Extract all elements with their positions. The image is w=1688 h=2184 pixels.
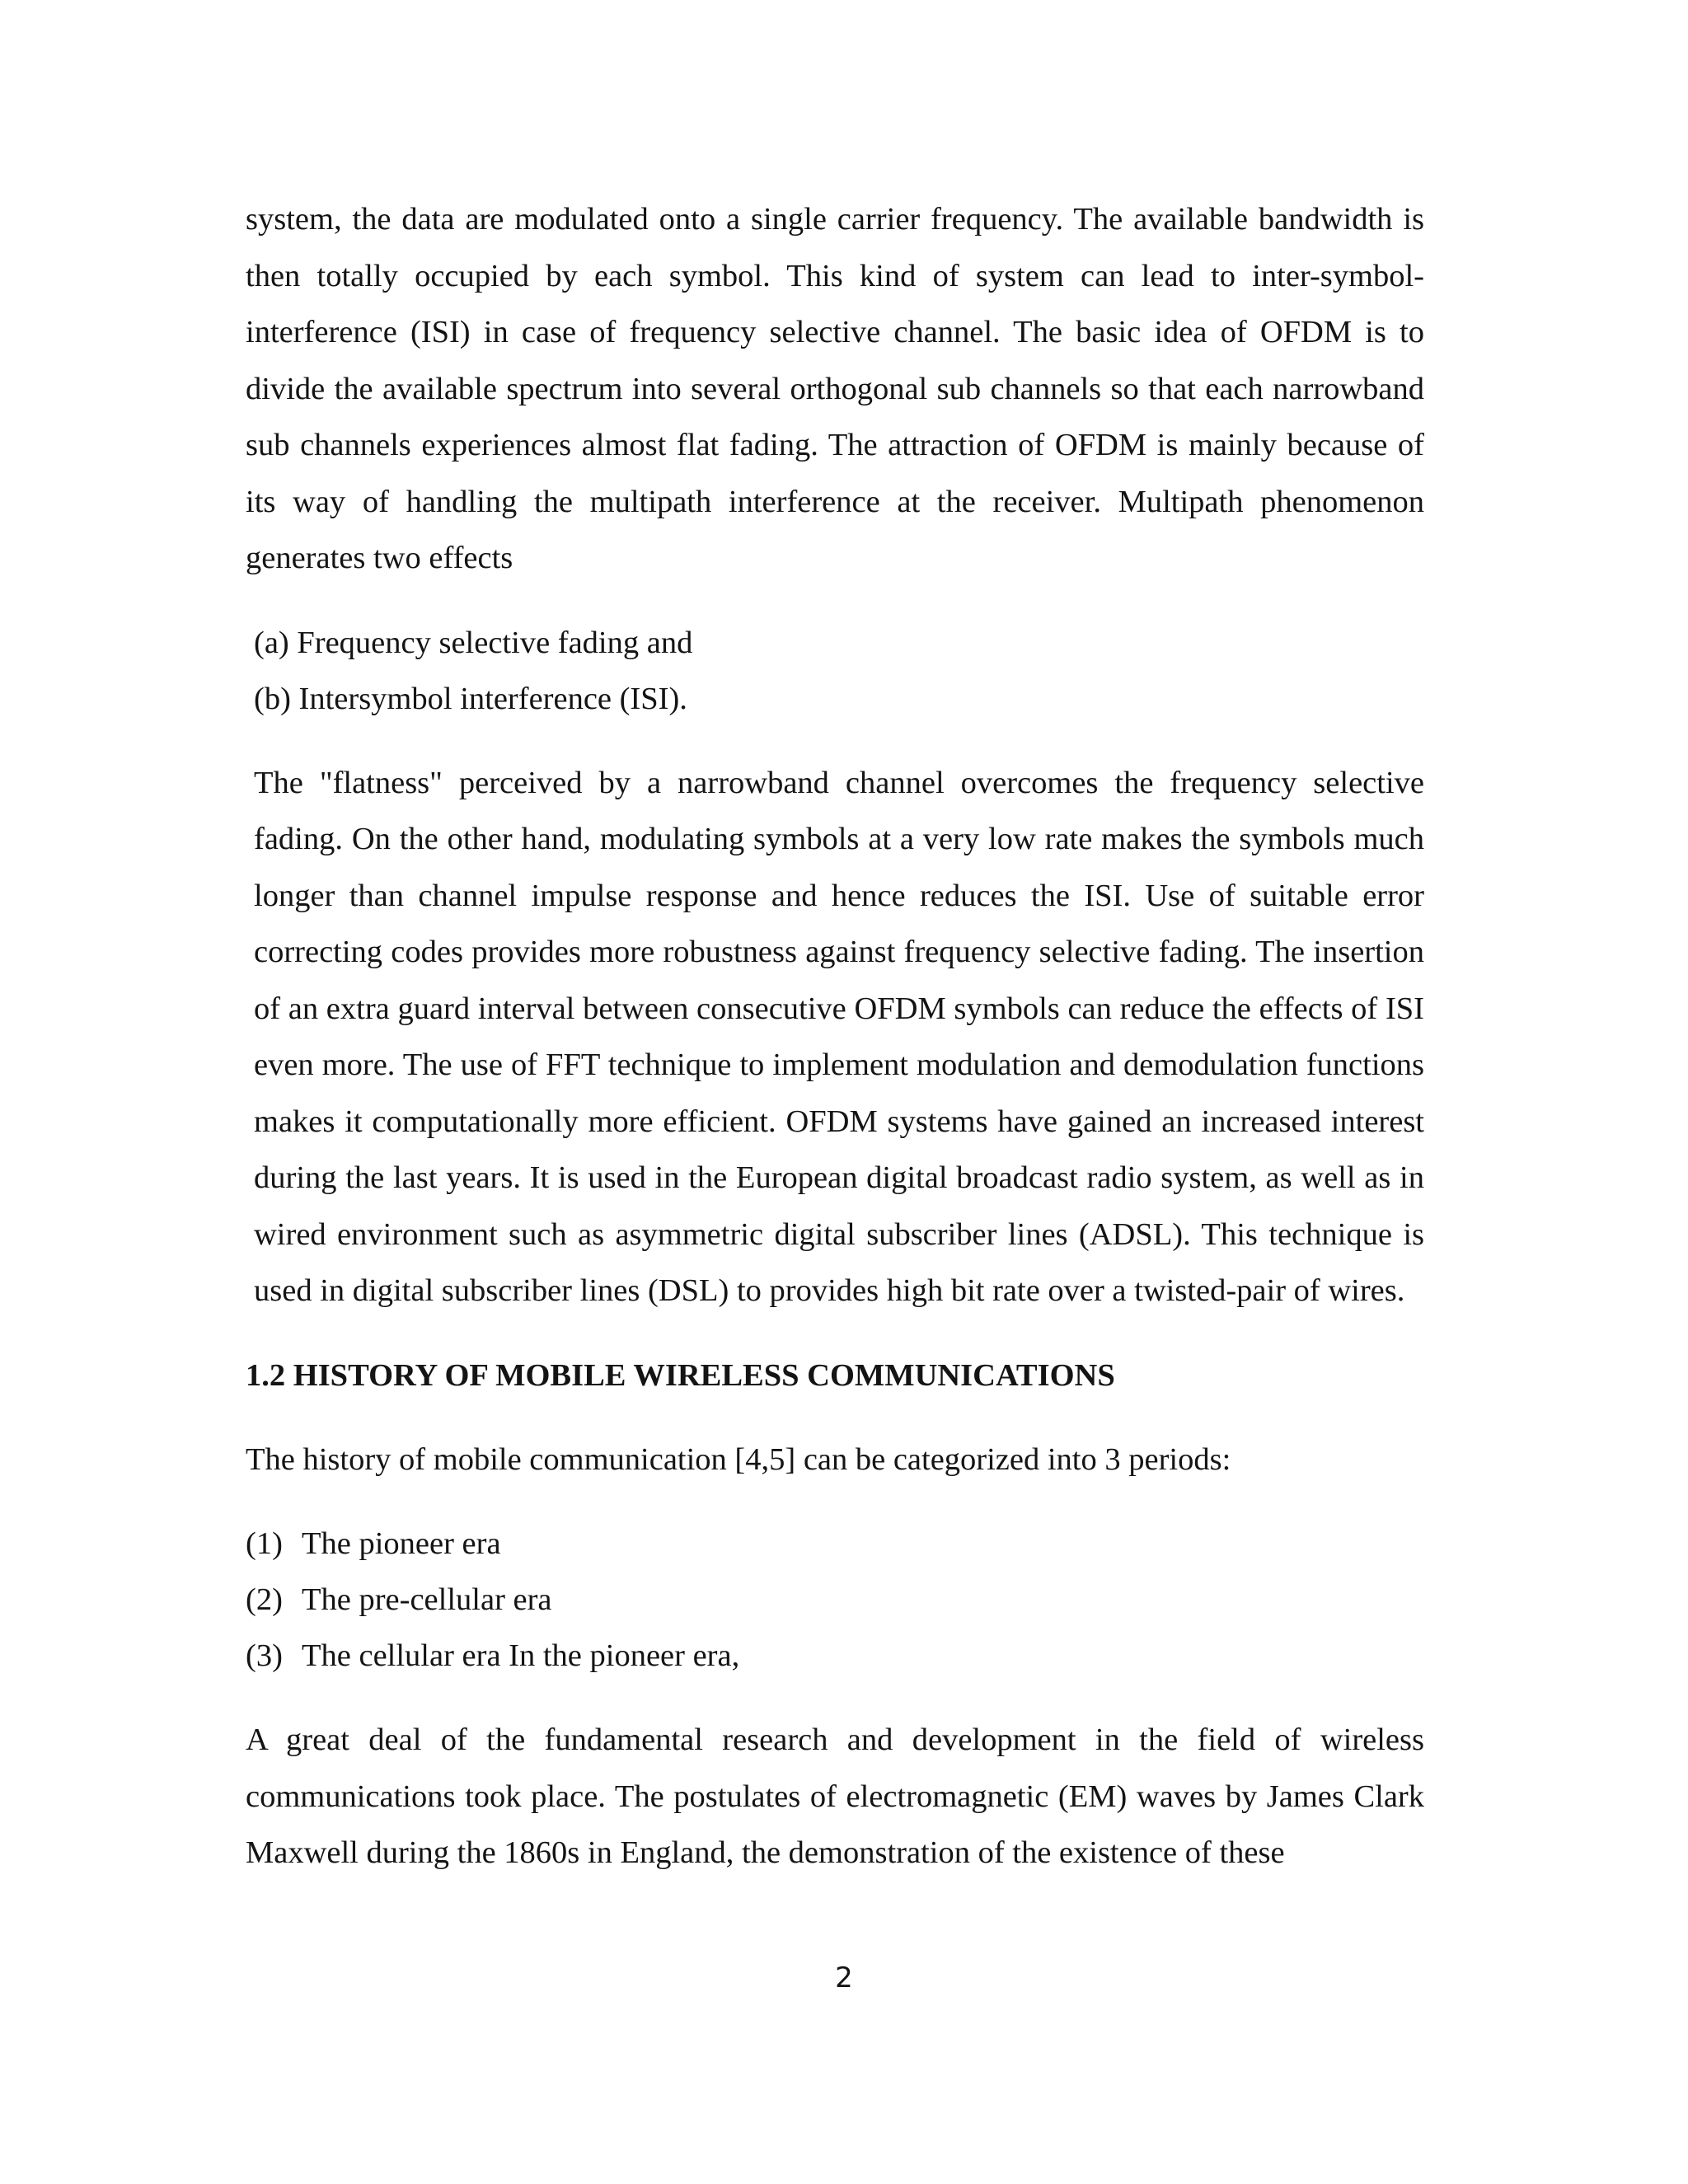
list-text: The cellular era In the pioneer era, xyxy=(302,1638,740,1673)
spacer xyxy=(246,1488,1424,1516)
paragraph-flatness xyxy=(246,755,1424,1319)
list-item-period-3 xyxy=(246,1628,1424,1684)
paragraph-ofdm-intro: system, the data are modulated onto a single carrier frequency. The available bandwidth is then totally occupied by each symbol. This kind of system can lead to inter-symbol-interference (ISI) in case of frequency selective channel. The basic idea of OFDM is to divide the available spectrum into several orthogonal sub channels so that each narrowband sub channels experiences almost flat fading. The attraction of OFDM is mainly because of its way of handling the multipath interference at the receiver. Multipath phenomenon generates two effects xyxy=(246,202,1424,575)
list-item-period-1 xyxy=(246,1516,1424,1572)
list-text: The pioneer era xyxy=(302,1526,501,1561)
document-page xyxy=(246,191,1424,1882)
list-number: (2) xyxy=(246,1582,283,1617)
paragraph-pioneer-era: A great deal of the fundamental research and development in the field of wireless communications took place. The postulates of electromagnetic (EM) waves by James Clark Maxwell during the 1860s in England, the demonstration of the existence of these xyxy=(246,1722,1424,1870)
list-number: (1) xyxy=(246,1526,283,1561)
paragraph-flatness-text: The "flatness" perceived by a narrowband channel overcomes the frequency selective fading. On the other hand, modulating symbols at a very low rate makes the symbols much longer than channel impulse response and hence reduces the ISI. Use of suitable error correcting codes provides more robustness against frequency selective fading. The insertion of an extra guard interval between consecutive OFDM symbols can reduce the effects of ISI even more. The use of FFT technique to implement modulation and demodulation functions makes it computationally more efficient. OFDM systems have gained an increased interest during the last years. It is used in the European digital broadcast radio system, as well as in wired environment such as asymmetric digital subscriber lines (ADSL). This technique is used in digital subscriber lines (DSL) to provides high bit rate over a twisted-pair of wires. xyxy=(254,765,1424,1308)
effects-list xyxy=(246,615,1424,727)
spacer xyxy=(246,1404,1424,1432)
spacer xyxy=(246,587,1424,615)
list-item-period-2 xyxy=(246,1572,1424,1628)
list-number: (3) xyxy=(246,1638,283,1673)
page-number: 2 xyxy=(835,1961,853,1994)
periods-list xyxy=(246,1516,1424,1684)
list-item-effect-a: (a) Frequency selective fading and xyxy=(254,625,693,660)
paragraph-history-intro: The history of mobile communication [4,5] can be categorized into 3 periods: xyxy=(246,1441,1231,1477)
list-text: The pre-cellular era xyxy=(302,1582,552,1617)
spacer xyxy=(246,727,1424,755)
spacer xyxy=(246,1684,1424,1712)
spacer xyxy=(246,1319,1424,1347)
section-heading: 1.2 HISTORY OF MOBILE WIRELESS COMMUNICATIONS xyxy=(246,1357,1115,1393)
list-item-effect-b: (b) Intersymbol interference (ISI). xyxy=(254,681,687,716)
